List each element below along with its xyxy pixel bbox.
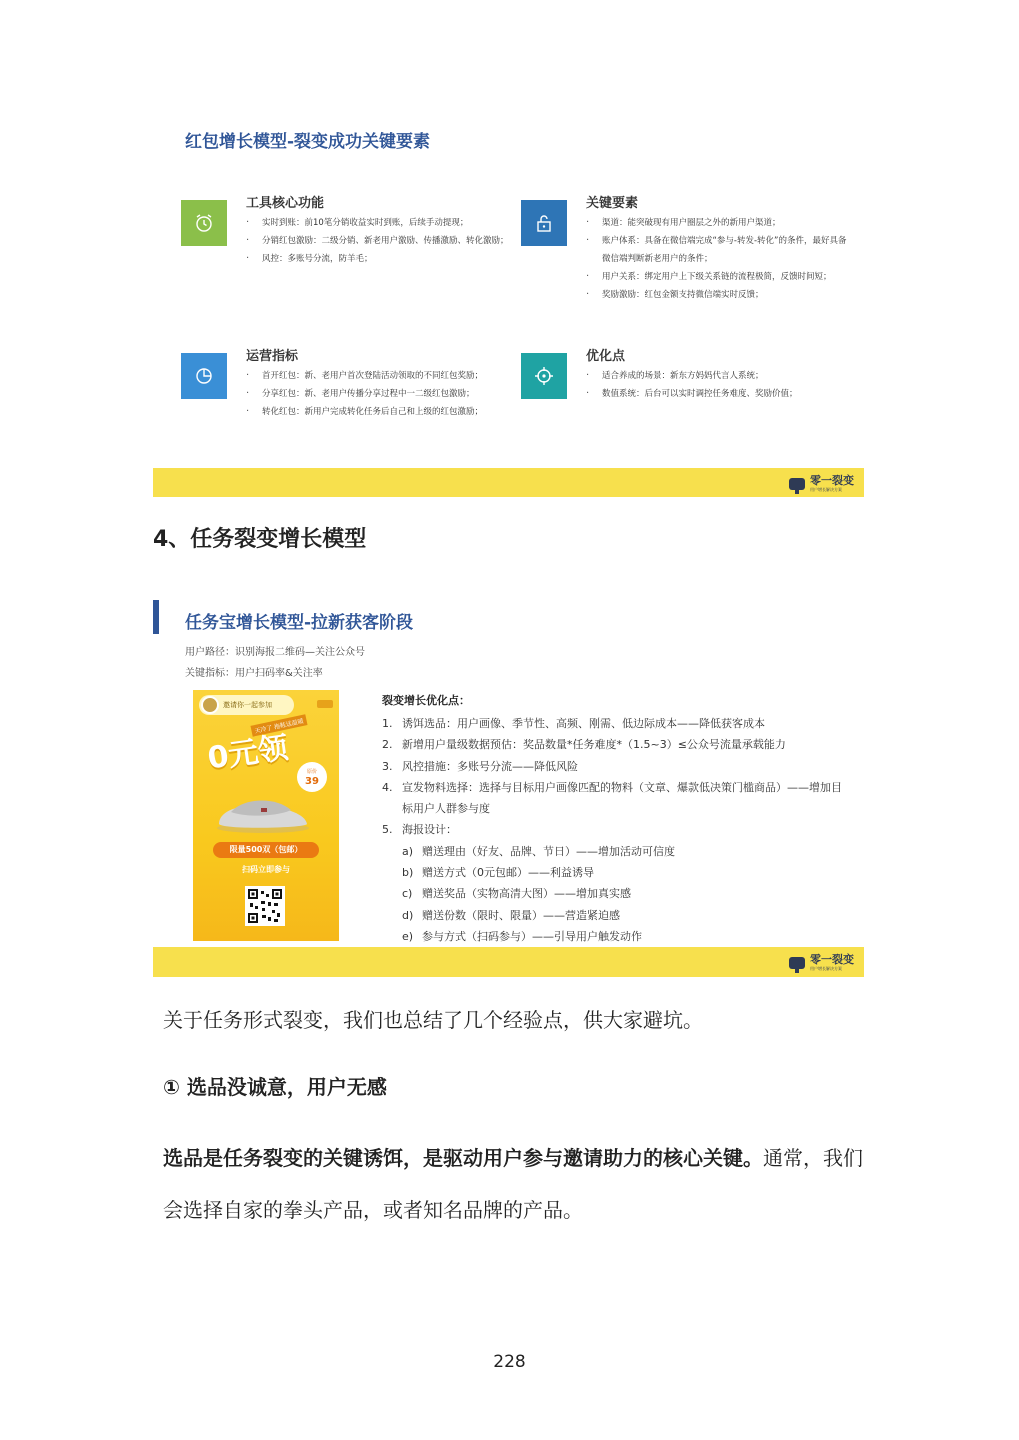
list-item: · 分销红包激励：二级分销、新老用户激励、传播激励、转化激励； xyxy=(246,232,511,250)
list-item: c) 赠送奖品（实物高清大图）——增加真实感 xyxy=(402,887,631,901)
slide-task-model xyxy=(153,596,864,977)
card-list xyxy=(246,214,511,268)
price-value: 39 xyxy=(305,776,319,787)
avatar xyxy=(201,696,219,714)
list-item: 4. 宣发物料选择：选择与目标用户画像匹配的物料（文章、爆款低决策门槛商品）——增加目标用户人群参与度 xyxy=(382,780,842,816)
regular-text: 通常，我们会选择自家的拳头产品，或者知名品牌的产品。 xyxy=(163,1146,863,1222)
target-icon xyxy=(521,353,567,399)
list-item: 3. 风控措施：多账号分流——降低风险 xyxy=(382,759,578,773)
list-item: · 奖励激励：红包金额支持微信端实时反馈； xyxy=(586,286,851,304)
limit-badge: 限量500双（包邮） xyxy=(213,842,319,858)
promo-poster xyxy=(193,690,339,941)
tip-heading: ① 选品没诚意，用户无感 xyxy=(163,1075,387,1099)
poster-logo-icon xyxy=(317,700,333,708)
bold-text: 选品是任务裂变的关键诱饵，是驱动用户参与邀请助力的核心关键。 xyxy=(163,1146,763,1170)
footer-bar xyxy=(153,947,864,977)
poster-headline: 0元领 xyxy=(205,730,291,777)
list-item: b) 赠送方式（0元包邮）——利益诱导 xyxy=(402,866,594,880)
page-number: 228 xyxy=(493,1352,526,1372)
list-item: · 渠道：能突破现有用户圈层之外的新用户渠道； xyxy=(586,214,851,232)
list-item: · 转化红包：新用户完成转化任务后自己和上级的红包激励； xyxy=(246,403,511,421)
brand-name: 零一裂变 xyxy=(810,953,854,966)
alarm-clock-icon xyxy=(181,200,227,246)
optimization-list xyxy=(382,692,852,947)
price-badge xyxy=(297,762,327,792)
poster-invite xyxy=(199,695,294,715)
card-list xyxy=(586,367,851,403)
key-metric: 关键指标：用户扫码率&关注率 xyxy=(185,668,323,679)
invite-text: 邀请你一起参加 xyxy=(223,701,272,709)
list-item: d) 赠送份数（限时、限量）——营造紧迫感 xyxy=(402,908,620,922)
sub-list xyxy=(382,841,852,947)
list-item: · 实时到账：前10笔分销收益实时到账，后续手动提现； xyxy=(246,214,511,232)
brand-subtitle: 用户增长解决方案 xyxy=(810,487,842,492)
list-item: 5. 海报设计： xyxy=(382,823,457,837)
brand-chat-icon xyxy=(789,957,805,969)
list-item: 2. 新增用户量级数据预估：奖品数量*任务难度*（1.5~3）≤公众号流量承载能力 xyxy=(382,738,786,752)
card-title: 优化点 xyxy=(586,349,626,364)
list-title: 裂变增长优化点： xyxy=(382,694,470,707)
brand-logo xyxy=(789,954,854,971)
card-title: 关键要素 xyxy=(586,196,639,211)
slide-title: 任务宝增长模型-拉新获客阶段 xyxy=(185,613,414,633)
card-list xyxy=(586,214,851,304)
brand-name: 零一裂变 xyxy=(810,474,854,487)
title-accent-bar xyxy=(153,600,159,634)
brand-subtitle: 用户增长解决方案 xyxy=(810,966,842,971)
list-item: · 分享红包：新、老用户传播分享过程中一二级红包激励； xyxy=(246,385,511,403)
card-title: 运营指标 xyxy=(246,349,299,364)
slipper-image xyxy=(213,790,313,834)
card-title: 工具核心功能 xyxy=(246,196,325,211)
main-list xyxy=(382,713,852,841)
body-paragraph: 关于任务形式裂变，我们也总结了几个经验点，供大家避坑。 xyxy=(163,1008,703,1032)
brand-chat-icon xyxy=(789,478,805,490)
poster-tag: 天冷了 拖鞋送温暖 xyxy=(250,714,307,736)
card-list xyxy=(246,367,511,421)
list-item: · 首开红包：新、老用户首次登陆活动领取的不同红包奖励； xyxy=(246,367,511,385)
footer-bar xyxy=(153,468,864,497)
list-item: e) 参与方式（扫码参与）——引导用户触发动作 xyxy=(402,929,642,943)
scan-label: 扫码立即参与 xyxy=(242,865,290,874)
list-item: 1. 诱饵选品：用户画像、季节性、高频、刚需、低边际成本——降低获客成本 xyxy=(382,717,765,730)
user-path: 用户路径：识别海报二维码—关注公众号 xyxy=(185,647,365,658)
brand-logo xyxy=(789,475,854,492)
section-heading: 4、任务裂变增长模型 xyxy=(153,527,367,552)
slide-title: 红包增长模型-裂变成功关键要素 xyxy=(185,132,431,152)
slide-red-packet-model xyxy=(153,112,864,497)
pie-chart-icon xyxy=(181,353,227,399)
qr-code[interactable] xyxy=(245,886,285,926)
price-label: 原价 xyxy=(306,769,317,775)
lock-icon xyxy=(521,200,567,246)
list-item: · 账户体系：具备在微信端完成“参与-转发-转化”的条件，最好具备微信端判断新老用户的条件； xyxy=(586,232,851,268)
list-item: · 数值系统：后台可以实时调控任务难度、奖励价值； xyxy=(586,385,851,403)
list-item: a) 赠送理由（好友、品牌、节日）——增加活动可信度 xyxy=(402,844,675,858)
list-item: · 适合养成的场景：新东方妈妈代言人系统； xyxy=(586,367,851,385)
list-item: · 用户关系：绑定用户上下级关系链的流程极简，反馈时间短； xyxy=(586,268,851,286)
body-paragraph xyxy=(163,1132,863,1236)
list-item: · 风控：多账号分流，防羊毛； xyxy=(246,250,511,268)
